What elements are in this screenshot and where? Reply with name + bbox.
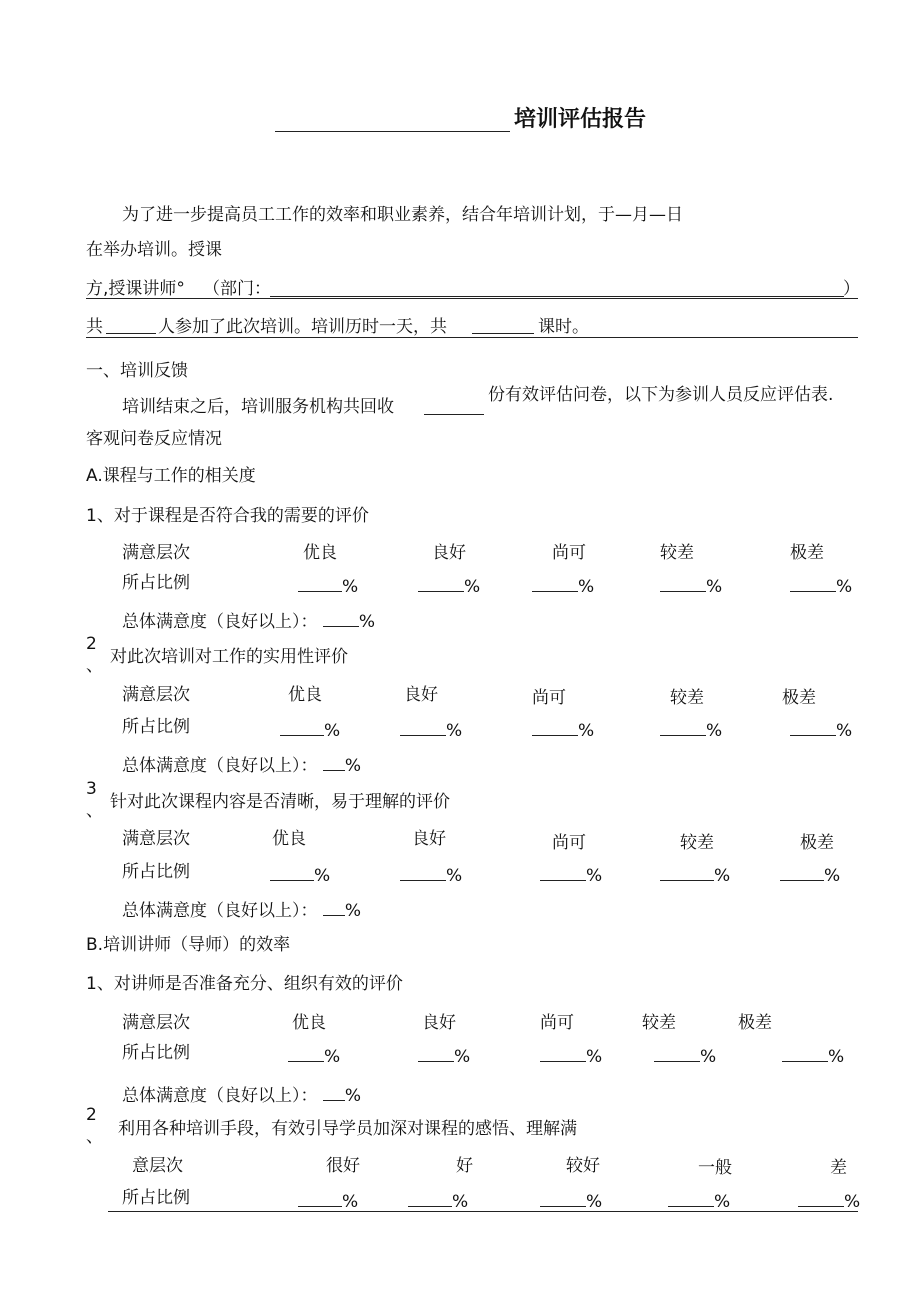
ratio-field[interactable]: [780, 864, 840, 886]
ratio-blank[interactable]: [660, 864, 714, 881]
percent-sign: %: [706, 577, 723, 597]
attendee-count-blank[interactable]: [106, 333, 156, 334]
percent-sign: %: [464, 577, 481, 597]
percent-sign: %: [828, 1047, 845, 1067]
ratio-blank[interactable]: [798, 1190, 844, 1207]
percent-sign: %: [446, 721, 463, 741]
level-label: 满意层次: [122, 543, 190, 563]
department-label: （部门：: [203, 279, 271, 299]
ratio-field[interactable]: [288, 1045, 340, 1067]
percent-sign: %: [700, 1047, 717, 1067]
overall-satisfaction: [122, 899, 361, 921]
level-option: 较差: [660, 543, 694, 563]
level-option: 尚可: [552, 543, 586, 563]
ratio-field[interactable]: [660, 864, 730, 886]
intro-line-3: [86, 279, 185, 299]
question-b1: 1、对讲师是否准备充分、组织有效的评价: [86, 974, 403, 994]
percent-sign: %: [342, 577, 359, 597]
level-option: 良好: [412, 829, 446, 849]
ratio-blank[interactable]: [418, 1045, 454, 1062]
question-a3: 针对此次课程内容是否清晰，易于理解的评价: [110, 792, 450, 812]
ratio-field[interactable]: [540, 864, 602, 886]
level-option: 优良: [272, 829, 306, 849]
intro-line-2: 在举办培训。授课: [86, 240, 222, 260]
level-option: 尚可: [540, 1013, 574, 1033]
department-field-line[interactable]: [270, 296, 844, 297]
level-option: 较差: [642, 1013, 676, 1033]
ratio-field[interactable]: [270, 864, 330, 886]
percent-sign: %: [344, 756, 362, 776]
percent-sign: %: [578, 721, 595, 741]
percent-sign: %: [452, 1192, 469, 1212]
percent-sign: %: [706, 721, 723, 741]
level-option: 尚可: [552, 833, 586, 853]
ratio-blank[interactable]: [280, 719, 324, 736]
ratio-blank[interactable]: [540, 864, 586, 881]
ratio-label: 所占比例: [122, 1043, 190, 1063]
percent-sign: %: [836, 577, 853, 597]
feedback-heading: 一、培训反馈: [86, 361, 188, 381]
question-number-sep: 、: [86, 656, 103, 676]
overall-label: 总体满意度（良好以上）：: [122, 1086, 318, 1106]
level-option: 优良: [292, 1013, 326, 1033]
overall-blank[interactable]: [323, 754, 345, 771]
intro-line-1: 为了进一步提高员工工作的效率和职业素养，结合年培训计划，于—月—日: [122, 205, 683, 225]
ratio-blank[interactable]: [408, 1190, 452, 1207]
level-option: 尚可: [532, 688, 566, 708]
ratio-blank[interactable]: [540, 1045, 586, 1062]
ratio-label: 所占比例: [122, 573, 190, 593]
attend-prefix: 共: [86, 317, 103, 337]
ratio-blank[interactable]: [270, 864, 314, 881]
percent-sign: %: [342, 1192, 359, 1212]
feedback-para-prefix: 培训结束之后，培训服务机构共回收: [122, 397, 394, 417]
percent-sign: %: [586, 1047, 603, 1067]
percent-sign: %: [324, 721, 341, 741]
percent-sign: %: [844, 1192, 861, 1212]
level-option: 较差: [680, 833, 714, 853]
level-label: 满意层次: [122, 685, 190, 705]
overall-blank[interactable]: [323, 899, 345, 916]
ratio-blank[interactable]: [298, 1190, 342, 1207]
ratio-field[interactable]: [418, 575, 480, 597]
overall-blank[interactable]: [323, 610, 359, 627]
ratio-field[interactable]: [654, 1045, 716, 1067]
section-b-heading: B.培训讲师（导师）的效率: [86, 935, 291, 955]
percent-sign: %: [324, 1047, 341, 1067]
level-label: 满意层次: [122, 829, 190, 849]
ratio-field[interactable]: [660, 575, 722, 597]
percent-sign: %: [586, 866, 603, 886]
section-a-heading: A.课程与工作的相关度: [86, 466, 256, 486]
question-number: 3: [86, 779, 97, 799]
ratio-field[interactable]: [782, 1045, 844, 1067]
overall-label: 总体满意度（良好以上）：: [122, 901, 318, 921]
level-option: 优良: [303, 543, 337, 563]
page-title: 培训评估报告: [514, 107, 647, 132]
level-option: 良好: [404, 685, 438, 705]
level-option: 极差: [790, 543, 824, 563]
ratio-blank[interactable]: [782, 1045, 828, 1062]
ratio-blank[interactable]: [532, 719, 578, 736]
ratio-blank[interactable]: [532, 575, 578, 592]
question-a1: 1、对于课程是否符合我的需要的评价: [86, 506, 369, 526]
bottom-rule: [108, 1211, 858, 1212]
ratio-field[interactable]: [400, 719, 462, 741]
level-option: 良好: [422, 1013, 456, 1033]
percent-sign: %: [344, 901, 362, 921]
feedback-para-suffix: 份有效评估问卷，以下为参训人员反应评估表.: [488, 385, 834, 405]
attend-suffix: 课时。: [538, 317, 589, 337]
ratio-blank[interactable]: [660, 719, 706, 736]
percent-sign: %: [454, 1047, 471, 1067]
ratio-blank[interactable]: [790, 719, 836, 736]
title-blank-line: [275, 131, 510, 132]
ratio-blank[interactable]: [400, 864, 446, 881]
percent-sign: %: [314, 866, 331, 886]
ratio-field[interactable]: [408, 1190, 468, 1212]
ratio-blank[interactable]: [780, 864, 824, 881]
ratio-field[interactable]: [298, 575, 358, 597]
hours-count-blank[interactable]: [472, 333, 534, 334]
level-label: 意层次: [132, 1156, 183, 1176]
ratio-field[interactable]: [790, 719, 852, 741]
ratio-blank[interactable]: [668, 1190, 714, 1207]
ratio-field[interactable]: [668, 1190, 730, 1212]
ratio-field[interactable]: [280, 719, 340, 741]
question-b2: 利用各种培训手段，有效引导学员加深对课程的感悟、理解满: [118, 1119, 577, 1139]
ratio-field[interactable]: [532, 719, 594, 741]
level-option: 好: [456, 1156, 473, 1176]
question-number: 2: [86, 634, 97, 654]
divider-line-2: [86, 337, 858, 338]
level-option: 一般: [698, 1158, 732, 1178]
level-option: 极差: [800, 833, 834, 853]
ratio-field[interactable]: [540, 1045, 602, 1067]
percent-sign: %: [824, 866, 841, 886]
percent-sign: %: [446, 866, 463, 886]
overall-satisfaction: [122, 610, 375, 632]
percent-sign: %: [714, 1192, 731, 1212]
ratio-blank[interactable]: [418, 575, 464, 592]
ratio-field[interactable]: [418, 1045, 470, 1067]
percent-sign: %: [344, 1086, 362, 1106]
questionnaire-count-blank[interactable]: [424, 414, 484, 415]
ratio-blank[interactable]: [790, 575, 836, 592]
ratio-field[interactable]: [790, 575, 852, 597]
level-label: 满意层次: [122, 1013, 190, 1033]
percent-sign: %: [836, 721, 853, 741]
ratio-blank[interactable]: [540, 1190, 586, 1207]
ratio-field[interactable]: [400, 864, 462, 886]
overall-label: 总体满意度（良好以上）：: [122, 756, 318, 776]
question-a2: 对此次培训对工作的实用性评价: [110, 647, 348, 667]
feedback-para-line2: 客观问卷反应情况: [86, 429, 222, 449]
overall-label: 总体满意度（良好以上）：: [122, 612, 318, 632]
ratio-field[interactable]: [532, 575, 594, 597]
level-option: 很好: [326, 1156, 360, 1176]
ratio-blank[interactable]: [654, 1045, 700, 1062]
level-option: 较差: [670, 688, 704, 708]
percent-sign: %: [578, 577, 595, 597]
level-option: 极差: [738, 1013, 772, 1033]
percent-sign: %: [358, 612, 376, 632]
ratio-field[interactable]: [298, 1190, 358, 1212]
ratio-label: 所占比例: [122, 717, 190, 737]
level-option: 良好: [432, 543, 466, 563]
ratio-field[interactable]: [540, 1190, 602, 1212]
overall-satisfaction: [122, 1084, 361, 1106]
feedback-para-suffix-wrap: [488, 385, 848, 421]
ratio-blank[interactable]: [660, 575, 706, 592]
percent-sign: %: [714, 866, 731, 886]
question-number-sep: 、: [86, 1127, 103, 1147]
overall-satisfaction: [122, 754, 361, 776]
ratio-field[interactable]: [660, 719, 722, 741]
attend-mid: 人参加了此次培训。培训历时一天，共: [158, 317, 447, 337]
ratio-blank[interactable]: [400, 719, 446, 736]
instructor-label: 方,授课讲师°: [86, 279, 185, 299]
percent-sign: %: [586, 1192, 603, 1212]
level-option: 优良: [288, 685, 322, 705]
department-close: ）: [843, 279, 860, 299]
level-option: 极差: [782, 688, 816, 708]
ratio-field[interactable]: [798, 1190, 860, 1212]
ratio-label: 所占比例: [122, 1188, 190, 1208]
ratio-label: 所占比例: [122, 862, 190, 882]
overall-blank[interactable]: [323, 1084, 345, 1101]
question-number-sep: 、: [86, 801, 103, 821]
level-option: 差: [830, 1158, 847, 1178]
divider-line-1: [86, 298, 858, 299]
level-option: 较好: [566, 1156, 600, 1176]
ratio-blank[interactable]: [298, 575, 342, 592]
question-number: 2: [86, 1105, 97, 1125]
ratio-blank[interactable]: [288, 1045, 324, 1062]
